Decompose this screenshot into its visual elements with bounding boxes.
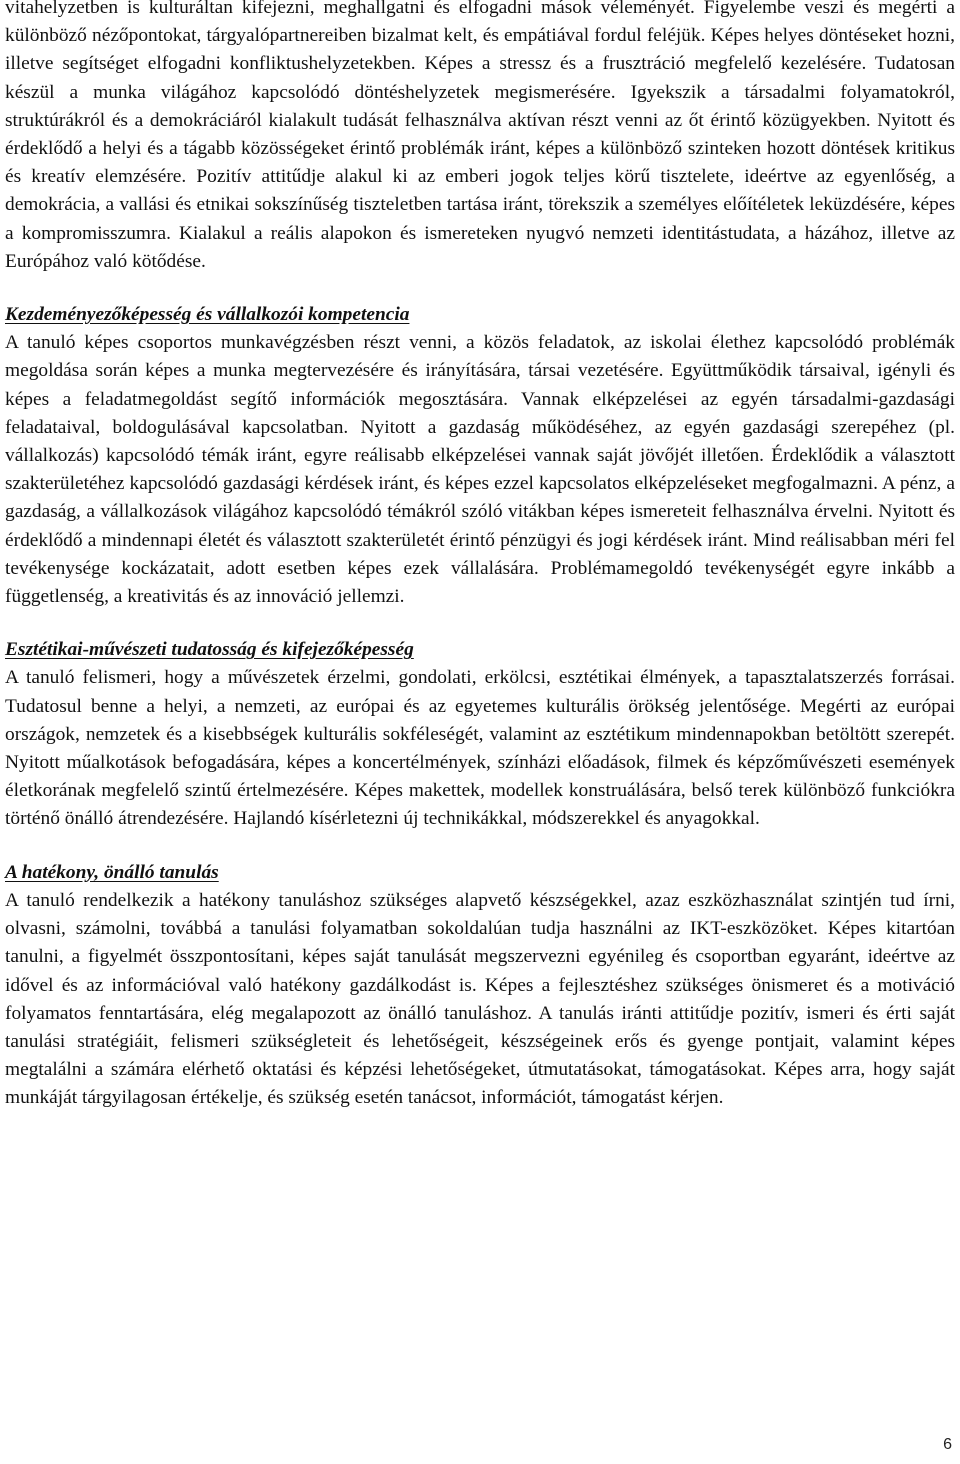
document-page: [5, 0, 955, 1113]
section-heading-learning: A hatékony, önálló tanulás: [5, 861, 219, 883]
section-heading-aesthetic: Esztétikai-művészeti tudatosság és kifejezőképesség: [5, 639, 414, 661]
section-body-aesthetic: A tanuló felismeri, hogy a művészetek érzelmi, gondolati, erkölcsi, esztétikai élmények, a tapasztalatszerzés forrásai. Tudatosul benne a helyi, a nemzeti, az európai és az egyetemes kulturális örökség jelentősége. Megérti az európai országok, nemzetek és a kisebbségek kulturális sokféleségét, valamint az esztétikum mindennapokban betöltött szerepét. Nyitott műalkotások befogadására, képes a koncertélmények, színházi előadások, filmek és képzőművészeti események életkorának megfelelő szintű értelmezésére. Képes makettek, modellek konstruálására, belső terek különböző funkciókra történő önálló átrendezésére. Hajlandó kísérletezni új technikákkal, módszerekkel és anyagokkal.: [5, 667, 955, 830]
section-body-initiative: A tanuló képes csoportos munkavégzésben részt venni, a közös feladatok, az iskolai élethez kapcsolódó problémák megoldása során képes a munka megtervezésére és irányítására, társai vezetésére. Együttműködik társaival, igényli és képes a feladatmegoldást segítő információk megosztására. Vannak elképzelései az egyén társadalmi-gazdasági feladataival, boldogulásával kapcsolatban. Nyitott a gazdaság működéséhez, az egyén gazdasági szerepéhez (pl. vállalkozás) kapcsolódó témák iránt, egyre reálisabb elképzelései vannak saját jövőjét illetően. Érdeklődik a választott szakterületéhez kapcsolódó gazdasági kérdések iránt, és képes ezzel kapcsolatos elképzeléseket megfogalmazni. A pénz, a gazdaság, a vállalkozások világához kapcsolódó témákról szóló vitákban képes ismereteit felhasználva érvelni. Nyitott és érdeklődő a mindennapi életét és választott szakterületét érintő pénzügyi és jogi kérdések iránt. Mind reálisabban méri fel tevékenysége kockázatait, adott esetben képes ezek vállalására. Problémamegoldó tevékenységét egyre inkább a függetlenség, a kreativitás és az innováció jellemzi.: [5, 332, 955, 608]
intro-paragraph: vitahelyzetben is kulturáltan kifejezni, meghallgatni és elfogadni mások véleményét. Figyelembe veszi és megérti a különböző nézőpontokat, tárgyalópartnereiben bizalmat kelt, és empátiával fordul feléjük. Képes helyes döntéseket hozni, illetve segítséget elfogadni konfliktushelyzetekben. Képes a stressz és a frusztráció megfelelő kezelésére. Tudatosan készül a munka világához kapcsolódó döntéshelyzetek megismerésére. Igyekszik a társadalmi folyamatokról, struktúrákról és a demokráciáról kialakult tudását felhasználva aktívan részt venni az őt érintő közügyekben. Nyitott és érdeklődő a helyi és a tágabb közösségeket érintő problémák iránt, képes a különböző szinteken hozott döntések kritikus és kreatív elemzésére. Pozitív attitűdje alakul ki az emberi jogok teljes körű tisztelete, ideértve az egyenlőség, a demokrácia, a vallási és etnikai sokszínűség tiszteletben tartása iránt, törekszik a személyes előítéletek leküzdésére, képes a kompromisszumra. Kialakul a reális alapokon és ismereteken nyugvó nemzeti identitástudata, a házához, illetve az Európához való kötődése.: [5, 0, 955, 272]
section-body-learning: A tanuló rendelkezik a hatékony tanuláshoz szükséges alapvető készségekkel, azaz eszközhasználat szintjén tud írni, olvasni, számolni, továbbá a tanulási folyamatban sokoldalúan tudja használni az IKT-eszközöket. Képes kitartóan tanulni, a figyelmét összpontosítani, képes saját tanulását megszervezni egyénileg és csoportban egyaránt, ideértve az idővel és az információval való hatékony gazdálkodást is. Képes a fejlesztéshez szükséges önismeret és a motiváció folyamatos fenntartására, elég megalapozott az önálló tanuláshoz. A tanulás iránti attitűdje pozitív, ismeri és érti saját tanulási stratégiáit, felismeri szükségleteit és lehetőségeit, készségeinek erős és gyenge pontjait, valamint képes megtalálni a számára elérhető oktatási és képzési lehetőségeket, útmutatásokat, támogatásokat. Képes arra, hogy saját munkáját tárgyilagosan értékelje, és szükség esetén tanácsot, információt, támogatást kérjen.: [5, 889, 955, 1109]
section-heading-initiative: Kezdeményezőképesség és vállalkozói kompetencia: [5, 304, 410, 326]
page-number: 6: [943, 1436, 952, 1453]
